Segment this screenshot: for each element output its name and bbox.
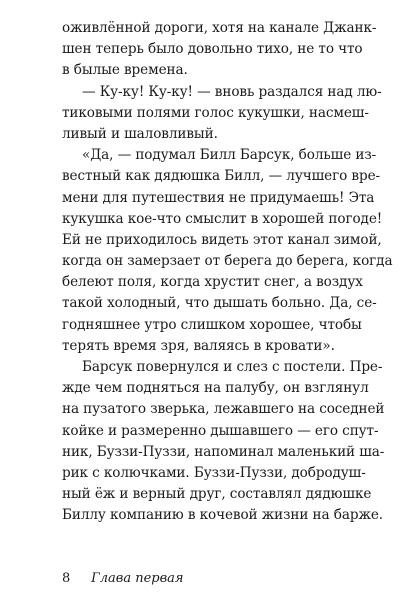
text-line: Барсук повернулся и слез с постели. Пре- [82, 359, 383, 375]
page-number: 8 [62, 571, 71, 586]
page-footer [62, 568, 357, 590]
text-line: оживлённой дороги, хотя на канале Джанк- [62, 20, 377, 36]
text-line: в былые времена. [62, 62, 188, 79]
running-chapter-title: Глава первая [91, 571, 184, 586]
text-line: ный ёж и верный друг, составлял дядюшке [62, 486, 372, 503]
text-line: рик с колючками. Буззи-Пуззи, добродуш- [62, 464, 366, 481]
text-line: терять время зря, валяясь в кровати». [62, 337, 335, 354]
text-line: ливый и шаловливый. [62, 125, 218, 142]
text-line: годняшнее утро слишком хорошее, чтобы [62, 316, 362, 333]
text-line: когда он замерзает от берега до берега, когда [62, 253, 393, 270]
text-line: ник, Буззи-Пуззи, напоминал маленький ша- [62, 443, 385, 460]
text-line: тиковыми полями голос кукушки, насмеш- [62, 104, 369, 121]
text-line: такой холодный, что дышать больно. Да, се- [62, 295, 377, 312]
text-line: «Да, — подумал Билл Барсук, больше из- [82, 147, 377, 164]
text-line: — Ку-ку! Ку-ку! — вновь раздался над лю- [82, 83, 382, 100]
text-line: Биллу компанию в кочевой жизни на барже. [62, 507, 384, 524]
text-line: на пузатого зверька, лежавшего на соседней [62, 401, 385, 418]
body-text [62, 18, 393, 527]
text-line: койке и размеренно дышавшего — его спут- [62, 422, 379, 439]
text-line: жде чем подняться на палубу, он взглянул [62, 380, 369, 397]
text-line: шен теперь было довольно тихо, не то что [62, 41, 363, 58]
text-line: мени для путешествия не придумаешь! Эта [62, 189, 375, 206]
text-line: Ей не приходилось видеть этот канал зимой, [62, 231, 382, 248]
text-line: вестный как дядюшка Билл, — лучшего вре- [62, 168, 381, 185]
text-line: кукушка кое-что смыслит в хорошей погоде! [62, 210, 383, 227]
text-line: белеют поля, когда хрустит снег, а воздух [62, 274, 363, 291]
